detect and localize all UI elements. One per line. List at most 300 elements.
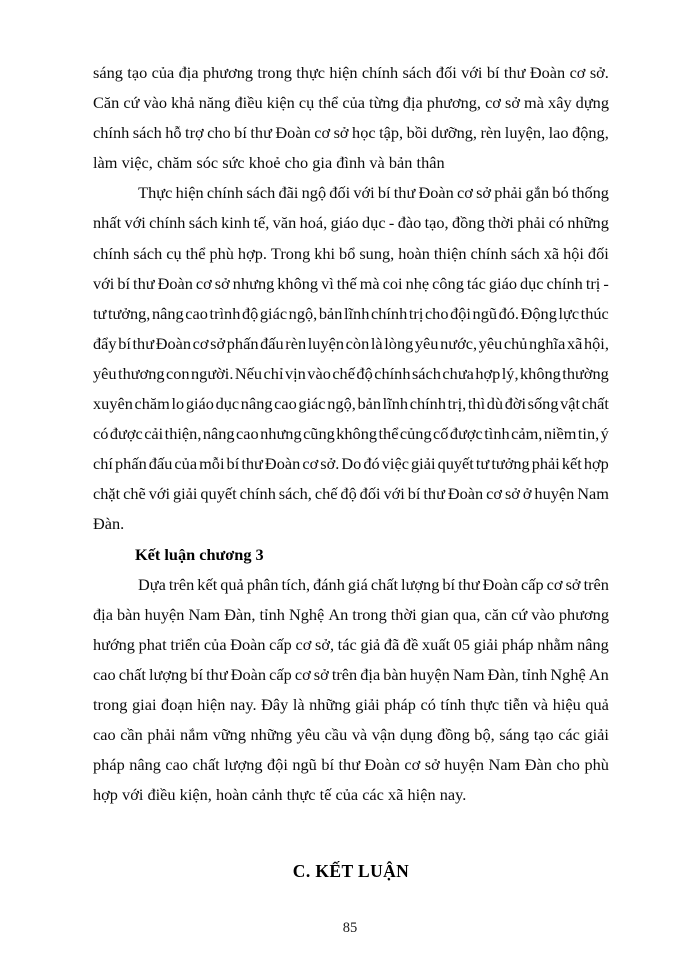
- word: chính: [206, 183, 244, 203]
- word: đề: [402, 634, 419, 654]
- word: giải: [473, 634, 499, 654]
- word: Căn: [93, 93, 120, 113]
- word: phương: [558, 604, 609, 624]
- word: cơ: [195, 273, 212, 293]
- word: gian: [420, 604, 449, 624]
- word: quả: [585, 694, 609, 714]
- word: điều: [234, 93, 263, 113]
- word: đãi: [278, 183, 299, 203]
- word: cao: [93, 725, 116, 745]
- word: huyện: [409, 664, 450, 684]
- paragraph-chapter-summary: [93, 570, 609, 811]
- text-line: [93, 58, 609, 88]
- word: Trong: [270, 243, 311, 263]
- word: mà: [359, 273, 380, 293]
- text-line: hợp với điều kiện, hoàn cảnh thực tế của các xã hiện nay.: [93, 785, 467, 805]
- word: chính: [409, 394, 446, 414]
- word: đào: [397, 213, 422, 233]
- text-line: [93, 208, 609, 238]
- word: thư: [241, 454, 263, 474]
- word: cần: [120, 725, 143, 745]
- word: đời: [504, 394, 527, 414]
- word: trên: [168, 574, 195, 594]
- word: thực: [296, 63, 326, 82]
- word: nhưng: [260, 424, 302, 444]
- word: gắn: [525, 183, 550, 203]
- word: niềm: [543, 424, 577, 444]
- word: cố: [433, 424, 449, 444]
- word: ngộ,: [327, 394, 356, 414]
- word: nghĩa: [529, 333, 566, 353]
- word: trong: [93, 694, 128, 714]
- word: cho: [207, 123, 231, 143]
- paragraph-indent: [93, 570, 135, 600]
- word: dụng: [399, 725, 433, 745]
- word: sáng: [499, 725, 530, 745]
- word: đối: [587, 243, 609, 263]
- word: sở: [210, 333, 226, 353]
- word: bí: [118, 333, 131, 353]
- word: mà: [524, 93, 544, 113]
- word: thực: [470, 694, 500, 714]
- word: cao: [185, 303, 208, 323]
- text-line: [93, 359, 609, 389]
- word: thư: [458, 574, 480, 594]
- word: vững: [212, 725, 246, 745]
- word: lòng: [384, 333, 414, 353]
- word: nâng: [202, 424, 235, 444]
- word: sung,: [359, 243, 395, 263]
- word: trên: [583, 574, 609, 594]
- word: vịn: [284, 363, 306, 383]
- word: cảm,: [511, 424, 543, 444]
- word: huyện: [444, 755, 485, 775]
- word: những: [309, 694, 351, 714]
- word: cấp: [521, 574, 544, 594]
- word: cụ: [166, 243, 182, 263]
- word: bàn: [116, 604, 141, 624]
- word: lĩnh: [382, 394, 409, 414]
- word: thì: [467, 394, 486, 414]
- word: bí: [442, 574, 456, 594]
- word: Đây: [261, 694, 289, 714]
- word: -: [388, 213, 395, 233]
- word: tác: [337, 634, 357, 654]
- word: đó.: [498, 303, 520, 323]
- word: luyện: [307, 333, 345, 353]
- word: cơ: [314, 123, 331, 143]
- word: hoá,: [299, 213, 328, 233]
- word: giải: [584, 725, 609, 745]
- word: thư: [503, 63, 526, 82]
- word: An: [588, 664, 609, 684]
- word: ý: [600, 424, 609, 444]
- word: kết: [197, 574, 218, 594]
- word: chính: [470, 243, 507, 263]
- word: nay.: [229, 694, 257, 714]
- word: dù: [486, 394, 504, 414]
- word: giáo: [185, 394, 214, 414]
- text-line: [93, 479, 609, 509]
- word: con: [165, 363, 190, 383]
- word: Nam: [452, 664, 485, 684]
- word: sách: [133, 243, 163, 263]
- word: cơ: [192, 333, 209, 353]
- word: không: [336, 424, 378, 444]
- word: và: [532, 694, 549, 714]
- word: Đoàn: [418, 183, 454, 203]
- word: nhằm: [537, 634, 574, 654]
- word: lo: [171, 394, 185, 414]
- word: giác: [298, 394, 326, 414]
- word: có: [93, 424, 109, 444]
- word: được: [109, 424, 143, 444]
- word: hiện: [175, 183, 204, 203]
- word: bàn: [383, 664, 407, 684]
- word: cơ: [546, 574, 563, 594]
- word: phat: [138, 634, 167, 654]
- word: Đoàn: [157, 273, 193, 293]
- word: Dựa: [138, 574, 166, 594]
- word: tiễn: [503, 694, 529, 714]
- word: vận: [371, 725, 396, 745]
- word: giáo: [330, 213, 359, 233]
- word: sở: [565, 574, 581, 594]
- word: qua,: [452, 604, 481, 624]
- word: đánh: [313, 574, 345, 594]
- text-line: [93, 660, 609, 690]
- word: không: [520, 363, 561, 383]
- word: phải: [147, 725, 176, 745]
- word: chế: [314, 484, 338, 504]
- text-line: Đàn.: [93, 514, 125, 534]
- word: xã: [566, 333, 583, 353]
- word: đã: [383, 634, 400, 654]
- word: tạo: [127, 63, 148, 82]
- word: tưởng,: [107, 303, 151, 323]
- vertical-spacer: [93, 810, 609, 856]
- word: sở.: [589, 63, 609, 82]
- word: chỉ: [263, 363, 284, 383]
- word: giai: [132, 694, 157, 714]
- word: quyết: [200, 484, 237, 504]
- word: với: [148, 484, 171, 504]
- word: khi: [314, 243, 336, 263]
- word: coi: [382, 273, 403, 293]
- text-line-indented: [93, 178, 609, 208]
- word: giải: [172, 484, 198, 504]
- word: rèn: [480, 123, 502, 143]
- word: độ: [241, 303, 259, 323]
- text-line: [93, 690, 609, 720]
- word: thư: [338, 755, 361, 775]
- text-line: [93, 239, 609, 269]
- word: phương: [202, 63, 254, 82]
- word: thế: [336, 273, 357, 293]
- word: cao: [274, 394, 297, 414]
- word: Đoàn: [264, 454, 301, 474]
- word: Nếu: [234, 363, 263, 383]
- word: cũng: [303, 424, 335, 444]
- word: Đoàn: [482, 574, 519, 594]
- word: đối: [435, 63, 457, 82]
- word: cơ: [457, 183, 473, 203]
- word: vật: [560, 394, 581, 414]
- word: đẩy: [93, 333, 117, 353]
- word: bí: [377, 183, 391, 203]
- word: yêu: [478, 333, 503, 353]
- word: chính: [370, 303, 408, 323]
- page-number: 85: [342, 920, 358, 936]
- word: bó: [552, 183, 569, 203]
- word: quả: [220, 574, 244, 594]
- word: Đoàn: [230, 664, 267, 684]
- word: bí: [321, 755, 335, 775]
- word: được: [449, 424, 483, 444]
- word: giác: [259, 303, 288, 323]
- word: trong: [257, 63, 292, 82]
- word: thiện: [433, 243, 467, 263]
- word: Nam: [488, 755, 521, 775]
- word: khả: [171, 93, 195, 113]
- word: sở.: [320, 454, 340, 474]
- text-line-indented: [93, 570, 609, 600]
- word: trình: [209, 303, 241, 323]
- word: pháp: [384, 694, 416, 714]
- word: bí: [226, 454, 240, 474]
- word: những: [567, 213, 609, 233]
- word: thường: [562, 363, 609, 383]
- word: sở: [214, 273, 230, 293]
- word: công: [432, 273, 464, 293]
- word: dưỡng,: [430, 123, 477, 143]
- paragraph-policy-treatment: [93, 178, 609, 539]
- word: cho: [556, 755, 580, 775]
- word: phấn: [226, 333, 259, 353]
- word: thể: [318, 93, 339, 113]
- text-line: [93, 88, 609, 118]
- word: nhất: [93, 213, 122, 233]
- word: động,: [572, 123, 609, 143]
- word: mỗi: [199, 454, 225, 474]
- word: chí: [93, 454, 113, 474]
- text-line: [93, 449, 609, 479]
- text-line: [93, 389, 609, 419]
- word: lực: [558, 303, 580, 323]
- word: giả: [360, 634, 381, 654]
- word: kiện: [266, 93, 295, 113]
- word: các: [558, 725, 580, 745]
- word: quyết: [437, 454, 474, 474]
- text-line: [93, 118, 609, 148]
- word: cấp: [269, 634, 292, 654]
- word: với: [93, 273, 115, 293]
- word: của: [174, 454, 198, 474]
- word: cứ: [511, 604, 528, 624]
- word: lượng: [401, 574, 440, 594]
- word: hỗ: [165, 123, 182, 143]
- word: trên: [331, 664, 358, 684]
- word: đối: [329, 183, 351, 203]
- word: cao: [93, 664, 116, 684]
- word: thúc: [580, 303, 609, 323]
- word: 05: [453, 634, 471, 654]
- word: địa: [93, 604, 113, 624]
- word: đối: [359, 484, 381, 504]
- word: kết: [561, 454, 582, 474]
- word: cơ: [485, 93, 501, 113]
- word: chính: [149, 213, 186, 233]
- word: giải: [411, 454, 436, 474]
- word: sở: [504, 484, 520, 504]
- word: tỉnh: [259, 604, 285, 624]
- word: của: [203, 634, 227, 654]
- word: thiện,: [164, 424, 202, 444]
- word: sở: [424, 755, 440, 775]
- word: sở: [333, 123, 349, 143]
- word: hoàn: [398, 243, 430, 263]
- word: cải: [144, 424, 164, 444]
- word: tin,: [577, 424, 600, 444]
- word: cơ: [486, 484, 503, 504]
- word: thư: [393, 183, 416, 203]
- word: giải: [355, 694, 380, 714]
- word: Đàn: [524, 755, 552, 775]
- word: cụ: [298, 93, 315, 113]
- word: Đoàn: [230, 634, 266, 654]
- text-line: [93, 269, 609, 299]
- word: chính: [361, 63, 399, 82]
- word: phù: [584, 755, 609, 775]
- word: thư: [133, 273, 155, 293]
- word: tính: [440, 694, 466, 714]
- word: đội: [450, 303, 471, 323]
- word: lao: [548, 123, 569, 143]
- word: cầu: [324, 725, 348, 745]
- word: chính: [239, 484, 276, 504]
- word: bí: [234, 123, 247, 143]
- word: rèn: [285, 333, 307, 353]
- word: với: [461, 63, 483, 82]
- word: củng: [399, 424, 432, 444]
- word: cấp: [269, 664, 292, 684]
- word: tạo: [533, 725, 554, 745]
- word: ngộ,: [288, 303, 318, 323]
- word: cơ: [295, 634, 312, 654]
- word: thời: [487, 213, 514, 233]
- word: tập,: [379, 123, 404, 143]
- word: bộ,: [474, 725, 495, 745]
- word: ngũ: [472, 303, 498, 323]
- word: từng: [369, 93, 399, 113]
- word: sách: [246, 183, 276, 203]
- word: vào: [531, 604, 555, 624]
- word: chặt: [93, 484, 121, 504]
- word: lượng: [148, 664, 188, 684]
- word: còn: [345, 333, 370, 353]
- word: sống: [527, 394, 559, 414]
- word: và: [351, 725, 368, 745]
- word: hướng: [93, 634, 135, 654]
- word: cho: [424, 303, 449, 323]
- word: dục: [519, 273, 544, 293]
- word: địa: [178, 63, 199, 82]
- word: cao: [236, 424, 259, 444]
- word: địa: [402, 93, 423, 113]
- word: tư: [475, 454, 490, 474]
- word: xã: [543, 243, 560, 263]
- word: Đoàn: [275, 123, 311, 143]
- text-line: [93, 329, 609, 359]
- text-line: [93, 600, 609, 630]
- word: sách: [510, 243, 540, 263]
- word: Nam: [188, 604, 221, 624]
- word: yêu: [296, 725, 321, 745]
- word: huyện: [534, 484, 575, 504]
- word: nâng: [129, 755, 161, 775]
- word: vì: [321, 273, 334, 293]
- word: lý,: [501, 363, 519, 383]
- text-line: làm việc, chăm sóc sức khoẻ cho gia đình và bản thân: [93, 153, 445, 173]
- word: Đàn,: [224, 604, 256, 624]
- word: là: [292, 694, 305, 714]
- word: chăm: [134, 394, 170, 414]
- word: tích,: [281, 574, 311, 594]
- word: hợp: [583, 454, 609, 474]
- word: đội: [267, 755, 288, 775]
- word: nắm: [180, 725, 209, 745]
- word: không: [277, 273, 319, 293]
- word: ngộ: [301, 183, 327, 203]
- word: tạo,: [424, 213, 449, 233]
- word: thương: [118, 363, 165, 383]
- word: vào: [307, 363, 331, 383]
- word: thể: [378, 424, 399, 444]
- word: độ: [340, 484, 357, 504]
- word: phải: [531, 454, 560, 474]
- paragraph-indent: [93, 178, 135, 208]
- word: độ: [356, 363, 373, 383]
- word: sở: [505, 93, 520, 113]
- word: sở: [476, 183, 492, 203]
- word: căn: [484, 604, 508, 624]
- word: văn: [272, 213, 297, 233]
- word: với: [383, 484, 405, 504]
- word: là: [370, 333, 383, 353]
- word: chính: [93, 243, 130, 263]
- word: giáo: [488, 273, 517, 293]
- word: xuất: [422, 634, 451, 654]
- word: tưởng: [491, 454, 530, 474]
- word: Nghệ: [550, 664, 586, 684]
- word: hiệu: [552, 694, 581, 714]
- word: chưa: [442, 363, 474, 383]
- word: cơ: [294, 664, 311, 684]
- word: trị,: [447, 394, 467, 414]
- word: -: [603, 273, 609, 293]
- word: thư: [206, 664, 228, 684]
- word: An: [328, 604, 349, 624]
- word: nước,: [440, 333, 478, 353]
- word: Đoàn: [155, 333, 192, 353]
- word: sách: [402, 63, 432, 82]
- word: phân: [246, 574, 279, 594]
- word: đấu: [260, 333, 284, 353]
- word: trợ: [185, 123, 204, 143]
- chapter-conclusion-heading: Kết luận chương 3: [135, 544, 264, 564]
- word: hội: [563, 243, 584, 263]
- word: đồng: [451, 213, 485, 233]
